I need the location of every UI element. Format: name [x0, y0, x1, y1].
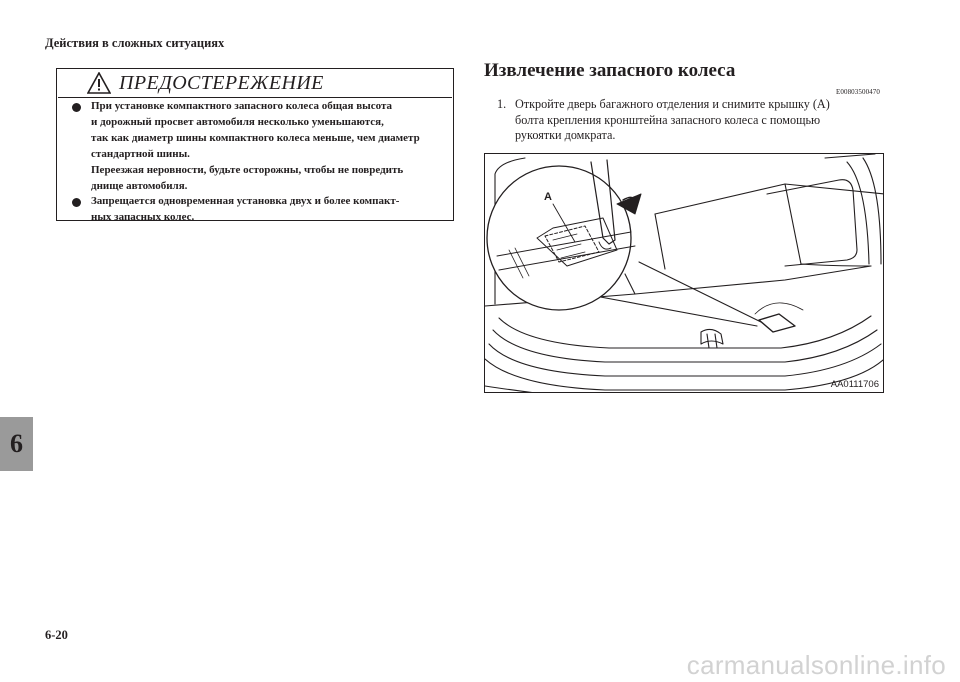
callout-label-a: A: [544, 191, 552, 203]
warning-line: Запрещается одновременная установка двух и более компакт-: [91, 195, 400, 208]
section-code: E00803500470: [836, 88, 880, 96]
warning-line: и дорожный просвет автомобиля несколько уменьшаются,: [91, 115, 384, 128]
section-title: Извлечение запасного колеса: [484, 60, 736, 81]
warning-list: [66, 99, 448, 226]
step-line: рукоятки домкрата.: [515, 128, 616, 143]
figure-code: AA0111706: [830, 379, 879, 390]
chapter-number: 6: [10, 429, 23, 458]
warning-divider: [58, 97, 452, 98]
trunk-illustration: [484, 153, 884, 393]
trunk-drawing: [485, 154, 884, 393]
warning-line: стандартной шины.: [91, 147, 190, 160]
warning-triangle-icon: [87, 72, 111, 94]
warning-line: днище автомобиля.: [91, 179, 188, 192]
warning-title: ПРЕДОСТЕРЕЖЕНИЕ: [119, 72, 324, 94]
warning-line: так как диаметр шины компактного колеса меньше, чем диаметр: [91, 131, 420, 144]
warning-line: ных запасных колес.: [91, 211, 195, 224]
running-header: Действия в сложных ситуациях: [45, 36, 225, 50]
warning-line: Переезжая неровности, будьте осторожны, чтобы не повредить: [91, 163, 404, 176]
step-number: 1.: [497, 97, 507, 111]
warning-item: [66, 194, 448, 226]
step-line: Откройте дверь багажного отделения и снимите крышку (A): [515, 97, 830, 111]
bullet-icon: [72, 103, 81, 112]
page-number: 6-20: [45, 628, 68, 642]
warning-item: [66, 99, 448, 194]
bullet-icon: [72, 198, 81, 207]
watermark: carmanualsonline.info: [686, 650, 946, 680]
warning-line: При установке компактного запасного колеса общая высота: [91, 100, 393, 112]
step-line: болта крепления кронштейна запасного колеса с помощью: [515, 112, 821, 127]
warning-box: [56, 68, 454, 224]
chapter-tab: [0, 417, 33, 471]
